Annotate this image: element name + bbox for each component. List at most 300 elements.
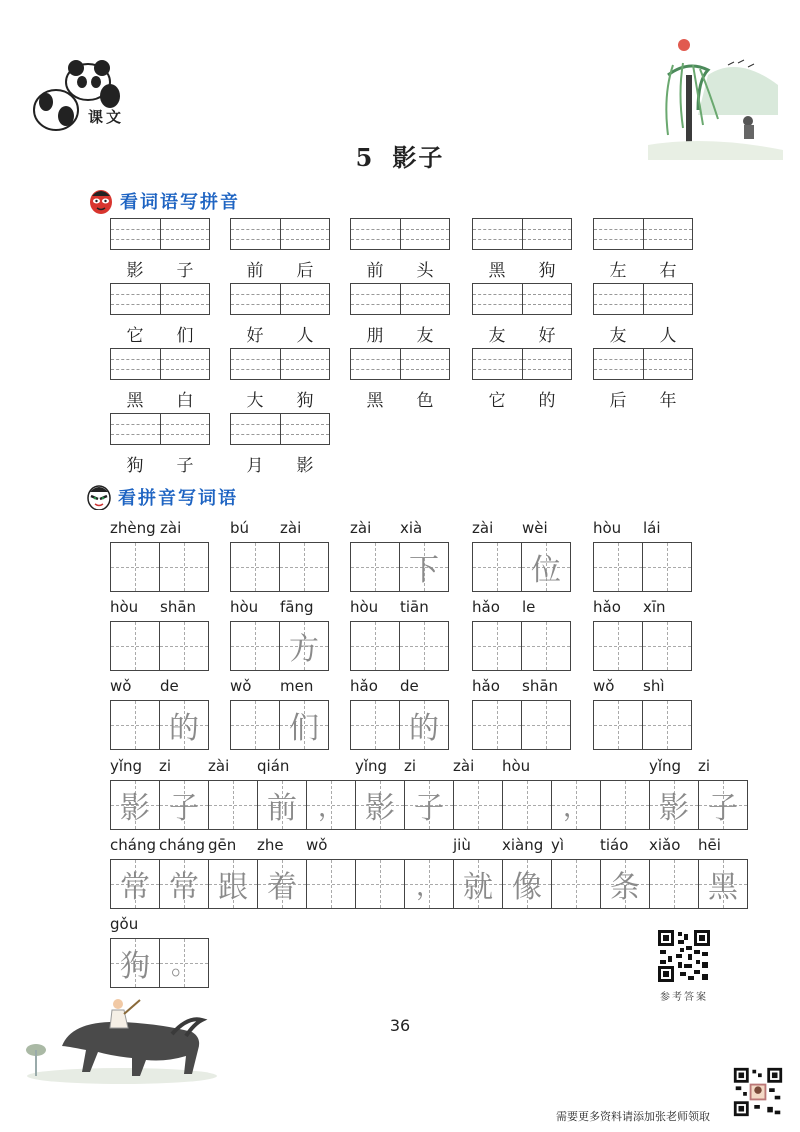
tianzige-cell[interactable]	[454, 859, 503, 909]
pinyin-syllable: cháng	[159, 836, 205, 854]
pinyin-writing-line[interactable]	[351, 219, 400, 249]
hint-character	[552, 860, 600, 908]
pinyin-syllable: shān	[522, 677, 559, 695]
pinyin-writing-line[interactable]	[594, 219, 643, 249]
hint-character: ，	[562, 792, 589, 823]
hint-character	[454, 781, 502, 829]
vocab-char: 前	[366, 261, 384, 281]
pinyin-syllable: hòu	[350, 598, 379, 616]
pinyin-prompt	[472, 519, 572, 537]
pinyin-syllable: zhe	[257, 836, 284, 854]
opera-mask-icon	[88, 188, 114, 214]
pinyin-writing-line[interactable]	[160, 219, 210, 249]
tianzige-cell[interactable]	[643, 621, 692, 671]
hint-character: 影	[659, 791, 689, 826]
pinyin-writing-line[interactable]	[400, 219, 450, 249]
hint-character	[280, 543, 328, 591]
pinyin-prompt	[472, 677, 572, 695]
sentence-pinyin	[110, 915, 208, 933]
hint-character: 像	[512, 870, 542, 905]
hint-character: 的	[169, 711, 199, 746]
tianzige-cell[interactable]	[650, 859, 699, 909]
hint-character	[643, 622, 691, 670]
hint-character: ，	[317, 792, 344, 823]
hint-character: 条	[610, 870, 640, 905]
hint-character: 子	[169, 791, 199, 826]
hint-character	[473, 622, 521, 670]
vocab-char: 它	[126, 326, 144, 346]
tianzige-cell[interactable]	[160, 542, 209, 592]
tianzige-cell[interactable]	[593, 700, 643, 750]
vocab-word	[350, 321, 450, 346]
pinyin-syllable: xià	[400, 519, 423, 537]
vocab-char: 年	[659, 391, 677, 411]
pinyin-prompt	[593, 519, 693, 537]
pinyin-prompt	[472, 598, 572, 616]
pinyin-prompt	[110, 598, 210, 616]
tianzige-cell[interactable]	[356, 780, 405, 830]
vocab-word	[472, 321, 572, 346]
tianzige-cell[interactable]	[307, 859, 356, 909]
vocab-word	[230, 451, 330, 476]
tianzige-cell[interactable]	[110, 859, 160, 909]
hint-character	[351, 622, 399, 670]
tianzige-cell[interactable]	[356, 859, 405, 909]
tianzige-cell[interactable]	[209, 780, 258, 830]
hint-character	[650, 860, 698, 908]
vocab-char: 人	[659, 326, 677, 346]
hint-character	[356, 860, 404, 908]
pinyin-writing-line[interactable]	[473, 349, 522, 379]
tianzige-cell[interactable]	[110, 780, 160, 830]
tianzige-cell[interactable]	[160, 700, 209, 750]
tianzige-cell[interactable]	[110, 938, 160, 988]
tianzige-cell[interactable]	[280, 621, 329, 671]
vocab-word	[110, 256, 210, 281]
tianzige-cell[interactable]	[350, 700, 400, 750]
hint-character: 位	[531, 553, 561, 588]
vocab-char: 人	[296, 326, 314, 346]
tianzige-cell[interactable]	[400, 542, 449, 592]
vocab-char: 色	[416, 391, 434, 411]
hint-character	[522, 701, 570, 749]
tianzige-cell[interactable]	[160, 780, 209, 830]
pinyin-writing-line[interactable]	[160, 349, 210, 379]
vocab-word	[593, 386, 693, 411]
tianzige-cell[interactable]	[160, 621, 209, 671]
hint-character: 影	[120, 791, 150, 826]
hint-character: 下	[409, 553, 439, 588]
pinyin-syllable: shì	[643, 677, 665, 695]
hint-character	[160, 543, 208, 591]
tianzige-cell[interactable]	[160, 938, 209, 988]
pinyin-syllable: xiǎo	[649, 836, 681, 854]
character-answer-pair	[472, 621, 571, 671]
pinyin-prompt	[230, 677, 330, 695]
pinyin-syllable: le	[522, 598, 536, 616]
hint-character	[643, 543, 691, 591]
buffalo-rider-illustration	[22, 990, 218, 1086]
hint-character	[643, 701, 691, 749]
tianzige-cell[interactable]	[593, 621, 643, 671]
pinyin-syllable	[404, 836, 453, 854]
pinyin-syllable: tiān	[400, 598, 429, 616]
pinyin-syllable: de	[160, 677, 179, 695]
character-answer-pair	[350, 621, 449, 671]
sentence-writing-strip	[110, 780, 748, 830]
vocab-char: 的	[538, 391, 556, 411]
pinyin-answer-box[interactable]	[350, 283, 450, 315]
pinyin-answer-box[interactable]	[110, 348, 210, 380]
section-heading-word-to-pinyin	[88, 188, 240, 214]
pinyin-writing-line[interactable]	[400, 284, 450, 314]
pinyin-syllable: gǒu	[110, 915, 139, 933]
pinyin-writing-line[interactable]	[522, 349, 572, 379]
vocab-char: 头	[416, 261, 434, 281]
pinyin-prompt	[350, 519, 450, 537]
hint-character: 狗	[120, 949, 150, 984]
pinyin-syllable: yǐng	[110, 757, 143, 775]
tianzige-cell[interactable]	[472, 621, 522, 671]
hint-character: 就	[463, 870, 493, 905]
pinyin-syllable: xīn	[643, 598, 666, 616]
vocab-char: 狗	[126, 456, 144, 476]
tianzige-cell[interactable]	[593, 542, 643, 592]
vocab-char: 友	[416, 326, 434, 346]
hint-character: ，	[415, 871, 442, 902]
hint-character: 影	[365, 791, 395, 826]
tianzige-cell[interactable]	[552, 780, 601, 830]
pinyin-answer-box[interactable]	[110, 283, 210, 315]
pinyin-writing-line[interactable]	[522, 284, 572, 314]
tianzige-cell[interactable]	[503, 859, 552, 909]
hint-character	[160, 622, 208, 670]
pinyin-syllable: yǐng	[649, 757, 682, 775]
pinyin-answer-box[interactable]	[110, 413, 210, 445]
hint-character	[111, 701, 159, 749]
hint-character	[400, 622, 448, 670]
pinyin-syllable: zài	[453, 757, 475, 775]
footer-note: 需要更多资料请添加张老师领取	[556, 1110, 710, 1123]
page-number: 36	[389, 1016, 411, 1035]
character-answer-pair	[593, 700, 692, 750]
vocab-char: 友	[609, 326, 627, 346]
pinyin-syllable: fāng	[280, 598, 314, 616]
pinyin-answer-box[interactable]	[230, 283, 330, 315]
tianzige-cell[interactable]	[650, 780, 699, 830]
pinyin-syllable: yì	[551, 836, 565, 854]
tianzige-cell[interactable]	[454, 780, 503, 830]
vocab-char: 朋	[366, 326, 384, 346]
pinyin-writing-line[interactable]	[643, 349, 693, 379]
hint-character	[594, 622, 642, 670]
pinyin-writing-line[interactable]	[160, 284, 210, 314]
hint-character: 着	[267, 870, 297, 905]
pinyin-answer-box[interactable]	[472, 218, 572, 250]
pinyin-syllable	[551, 757, 600, 775]
pinyin-prompt	[110, 677, 210, 695]
hint-character: 子	[414, 791, 444, 826]
pinyin-writing-line[interactable]	[594, 349, 643, 379]
vocab-char: 左	[609, 261, 627, 281]
pinyin-writing-line[interactable]	[522, 219, 572, 249]
vocab-char: 狗	[538, 261, 556, 281]
pinyin-writing-line[interactable]	[473, 284, 522, 314]
vocab-word	[230, 386, 330, 411]
vocab-char: 白	[176, 391, 194, 411]
tianzige-cell[interactable]	[230, 700, 280, 750]
opera-mask-icon	[86, 484, 112, 510]
tianzige-cell[interactable]	[405, 859, 454, 909]
pinyin-writing-line[interactable]	[231, 414, 280, 444]
pinyin-syllable: hǎo	[593, 598, 621, 616]
pinyin-syllable: wǒ	[230, 677, 252, 695]
vocab-word	[230, 321, 330, 346]
pinyin-writing-line[interactable]	[351, 284, 400, 314]
pinyin-syllable: zi	[159, 757, 172, 775]
pinyin-syllable: wèi	[522, 519, 548, 537]
vocab-word	[110, 386, 210, 411]
pinyin-writing-line[interactable]	[111, 414, 160, 444]
vocab-char: 黑	[126, 391, 144, 411]
pinyin-syllable	[306, 757, 355, 775]
pinyin-syllable: zi	[404, 757, 417, 775]
pinyin-writing-line[interactable]	[643, 284, 693, 314]
hint-character: 。	[170, 950, 197, 981]
section-heading-pinyin-to-word	[86, 484, 238, 510]
pinyin-writing-line[interactable]	[231, 219, 280, 249]
pinyin-answer-box[interactable]	[593, 283, 693, 315]
hint-character: 前	[267, 791, 297, 826]
vocab-char: 后	[296, 261, 314, 281]
tianzige-cell[interactable]	[522, 621, 571, 671]
hint-character: 黑	[708, 870, 738, 905]
pinyin-answer-box[interactable]	[472, 283, 572, 315]
tianzige-cell[interactable]	[110, 542, 160, 592]
tianzige-cell[interactable]	[350, 621, 400, 671]
lesson-title-text: 影子	[392, 143, 445, 172]
tianzige-cell[interactable]	[110, 700, 160, 750]
vocab-char: 前	[246, 261, 264, 281]
hint-character	[473, 543, 521, 591]
hint-character	[601, 781, 649, 829]
vocab-word	[110, 451, 210, 476]
character-answer-pair	[472, 700, 571, 750]
pinyin-syllable: hòu	[110, 598, 139, 616]
pinyin-syllable: zài	[280, 519, 302, 537]
sentence-writing-strip	[110, 859, 748, 909]
tianzige-cell[interactable]	[522, 700, 571, 750]
tianzige-cell[interactable]	[280, 700, 329, 750]
tianzige-cell[interactable]	[472, 700, 522, 750]
character-answer-pair	[472, 542, 571, 592]
pinyin-writing-line[interactable]	[160, 414, 210, 444]
pinyin-prompt	[110, 519, 210, 537]
vocab-char: 后	[609, 391, 627, 411]
character-answer-pair	[593, 542, 692, 592]
hint-character	[111, 622, 159, 670]
pinyin-writing-line[interactable]	[280, 349, 330, 379]
pinyin-answer-box[interactable]	[230, 348, 330, 380]
tianzige-cell[interactable]	[258, 859, 307, 909]
pinyin-syllable: zài	[472, 519, 494, 537]
tianzige-cell[interactable]	[643, 542, 692, 592]
vocab-char: 它	[488, 391, 506, 411]
pinyin-writing-line[interactable]	[111, 349, 160, 379]
hint-character	[473, 701, 521, 749]
pinyin-writing-line[interactable]	[643, 219, 693, 249]
pinyin-answer-box[interactable]	[230, 413, 330, 445]
tianzige-cell[interactable]	[400, 621, 449, 671]
section-heading-text: 看词语写拼音	[120, 192, 240, 213]
pinyin-syllable: hòu	[502, 757, 531, 775]
pinyin-syllable: qián	[257, 757, 290, 775]
answer-qr-code[interactable]	[656, 928, 712, 984]
sentence-pinyin	[110, 836, 747, 854]
tianzige-cell[interactable]	[230, 542, 280, 592]
vocab-char: 子	[176, 456, 194, 476]
pinyin-answer-box[interactable]	[350, 218, 450, 250]
character-answer-pair	[110, 621, 209, 671]
pinyin-syllable: men	[280, 677, 314, 695]
pinyin-writing-line[interactable]	[594, 284, 643, 314]
hint-character: 们	[289, 711, 319, 746]
hint-character: 常	[120, 870, 150, 905]
hint-character	[231, 701, 279, 749]
pinyin-syllable: hòu	[230, 598, 259, 616]
pinyin-syllable: yǐng	[355, 757, 388, 775]
character-answer-pair	[230, 621, 329, 671]
pinyin-syllable: de	[400, 677, 419, 695]
tianzige-cell[interactable]	[160, 859, 209, 909]
pinyin-syllable: zi	[698, 757, 711, 775]
section-heading-text: 看拼音写词语	[118, 488, 238, 509]
tianzige-cell[interactable]	[110, 621, 160, 671]
pinyin-writing-line[interactable]	[473, 219, 522, 249]
pinyin-writing-line[interactable]	[351, 349, 400, 379]
pinyin-prompt	[350, 677, 450, 695]
footer-qr-code[interactable]	[732, 1066, 784, 1118]
tianzige-cell[interactable]	[350, 542, 400, 592]
vocab-word	[350, 256, 450, 281]
pinyin-syllable	[355, 836, 404, 854]
pinyin-syllable: wǒ	[593, 677, 615, 695]
pinyin-syllable: bú	[230, 519, 250, 537]
hint-character	[522, 622, 570, 670]
pinyin-answer-box[interactable]	[593, 218, 693, 250]
tianzige-cell[interactable]	[699, 780, 748, 830]
pinyin-syllable: hòu	[593, 519, 622, 537]
tianzige-cell[interactable]	[405, 780, 454, 830]
pinyin-syllable: wǒ	[110, 677, 132, 695]
pinyin-prompt	[593, 598, 693, 616]
pinyin-writing-line[interactable]	[111, 219, 160, 249]
vocab-char: 影	[296, 456, 314, 476]
hint-character	[594, 543, 642, 591]
pinyin-answer-box[interactable]	[110, 218, 210, 250]
tianzige-cell[interactable]	[503, 780, 552, 830]
vocab-char: 好	[538, 326, 556, 346]
pinyin-syllable	[600, 757, 649, 775]
pinyin-syllable: jiù	[453, 836, 471, 854]
pinyin-writing-line[interactable]	[231, 284, 280, 314]
pinyin-syllable: zài	[350, 519, 372, 537]
character-answer-pair	[350, 542, 449, 592]
character-answer-pair	[230, 542, 329, 592]
vocab-word	[593, 256, 693, 281]
vocab-word	[350, 386, 450, 411]
pinyin-writing-line[interactable]	[280, 414, 330, 444]
hint-character	[351, 543, 399, 591]
tianzige-cell[interactable]	[258, 780, 307, 830]
pinyin-writing-line[interactable]	[280, 284, 330, 314]
tianzige-cell[interactable]	[601, 780, 650, 830]
hint-character	[307, 860, 355, 908]
vocab-char: 影	[126, 261, 144, 281]
pinyin-syllable: hǎo	[350, 677, 378, 695]
pinyin-syllable: hēi	[698, 836, 721, 854]
vocab-word	[472, 256, 572, 281]
tianzige-cell[interactable]	[643, 700, 692, 750]
character-answer-pair	[110, 542, 209, 592]
pinyin-writing-line[interactable]	[280, 219, 330, 249]
tianzige-cell[interactable]	[472, 542, 522, 592]
pinyin-syllable: wǒ	[306, 836, 328, 854]
hint-character	[351, 701, 399, 749]
hint-character: 子	[708, 791, 738, 826]
pinyin-answer-box[interactable]	[350, 348, 450, 380]
tianzige-cell[interactable]	[400, 700, 449, 750]
hint-character: 跟	[218, 870, 248, 905]
pinyin-writing-line[interactable]	[231, 349, 280, 379]
tianzige-cell[interactable]	[699, 859, 748, 909]
vocab-char: 狗	[296, 391, 314, 411]
tianzige-cell[interactable]	[601, 859, 650, 909]
pinyin-answer-box[interactable]	[230, 218, 330, 250]
pinyin-answer-box[interactable]	[472, 348, 572, 380]
hint-character	[594, 701, 642, 749]
pinyin-answer-box[interactable]	[593, 348, 693, 380]
character-answer-pair	[593, 621, 692, 671]
tianzige-cell[interactable]	[307, 780, 356, 830]
tianzige-cell[interactable]	[209, 859, 258, 909]
hint-character	[111, 543, 159, 591]
tianzige-cell[interactable]	[280, 542, 329, 592]
vocab-char: 友	[488, 326, 506, 346]
tianzige-cell[interactable]	[552, 859, 601, 909]
pinyin-syllable: lái	[643, 519, 661, 537]
tianzige-cell[interactable]	[522, 542, 571, 592]
pinyin-writing-line[interactable]	[400, 349, 450, 379]
tianzige-cell[interactable]	[230, 621, 280, 671]
lesson-title	[0, 138, 800, 173]
vocab-word	[593, 321, 693, 346]
sentence-writing-strip	[110, 938, 209, 988]
pinyin-prompt	[350, 598, 450, 616]
character-answer-pair	[350, 700, 449, 750]
pinyin-syllable: hǎo	[472, 677, 500, 695]
pinyin-syllable: hǎo	[472, 598, 500, 616]
pinyin-prompt	[230, 598, 330, 616]
pinyin-syllable: shān	[160, 598, 197, 616]
pinyin-syllable: zhèng	[110, 519, 156, 537]
pinyin-syllable: gēn	[208, 836, 237, 854]
vocab-word	[110, 321, 210, 346]
pinyin-syllable: xiàng	[502, 836, 544, 854]
vocab-char: 们	[176, 326, 194, 346]
pinyin-syllable: cháng	[110, 836, 156, 854]
pinyin-writing-line[interactable]	[111, 284, 160, 314]
